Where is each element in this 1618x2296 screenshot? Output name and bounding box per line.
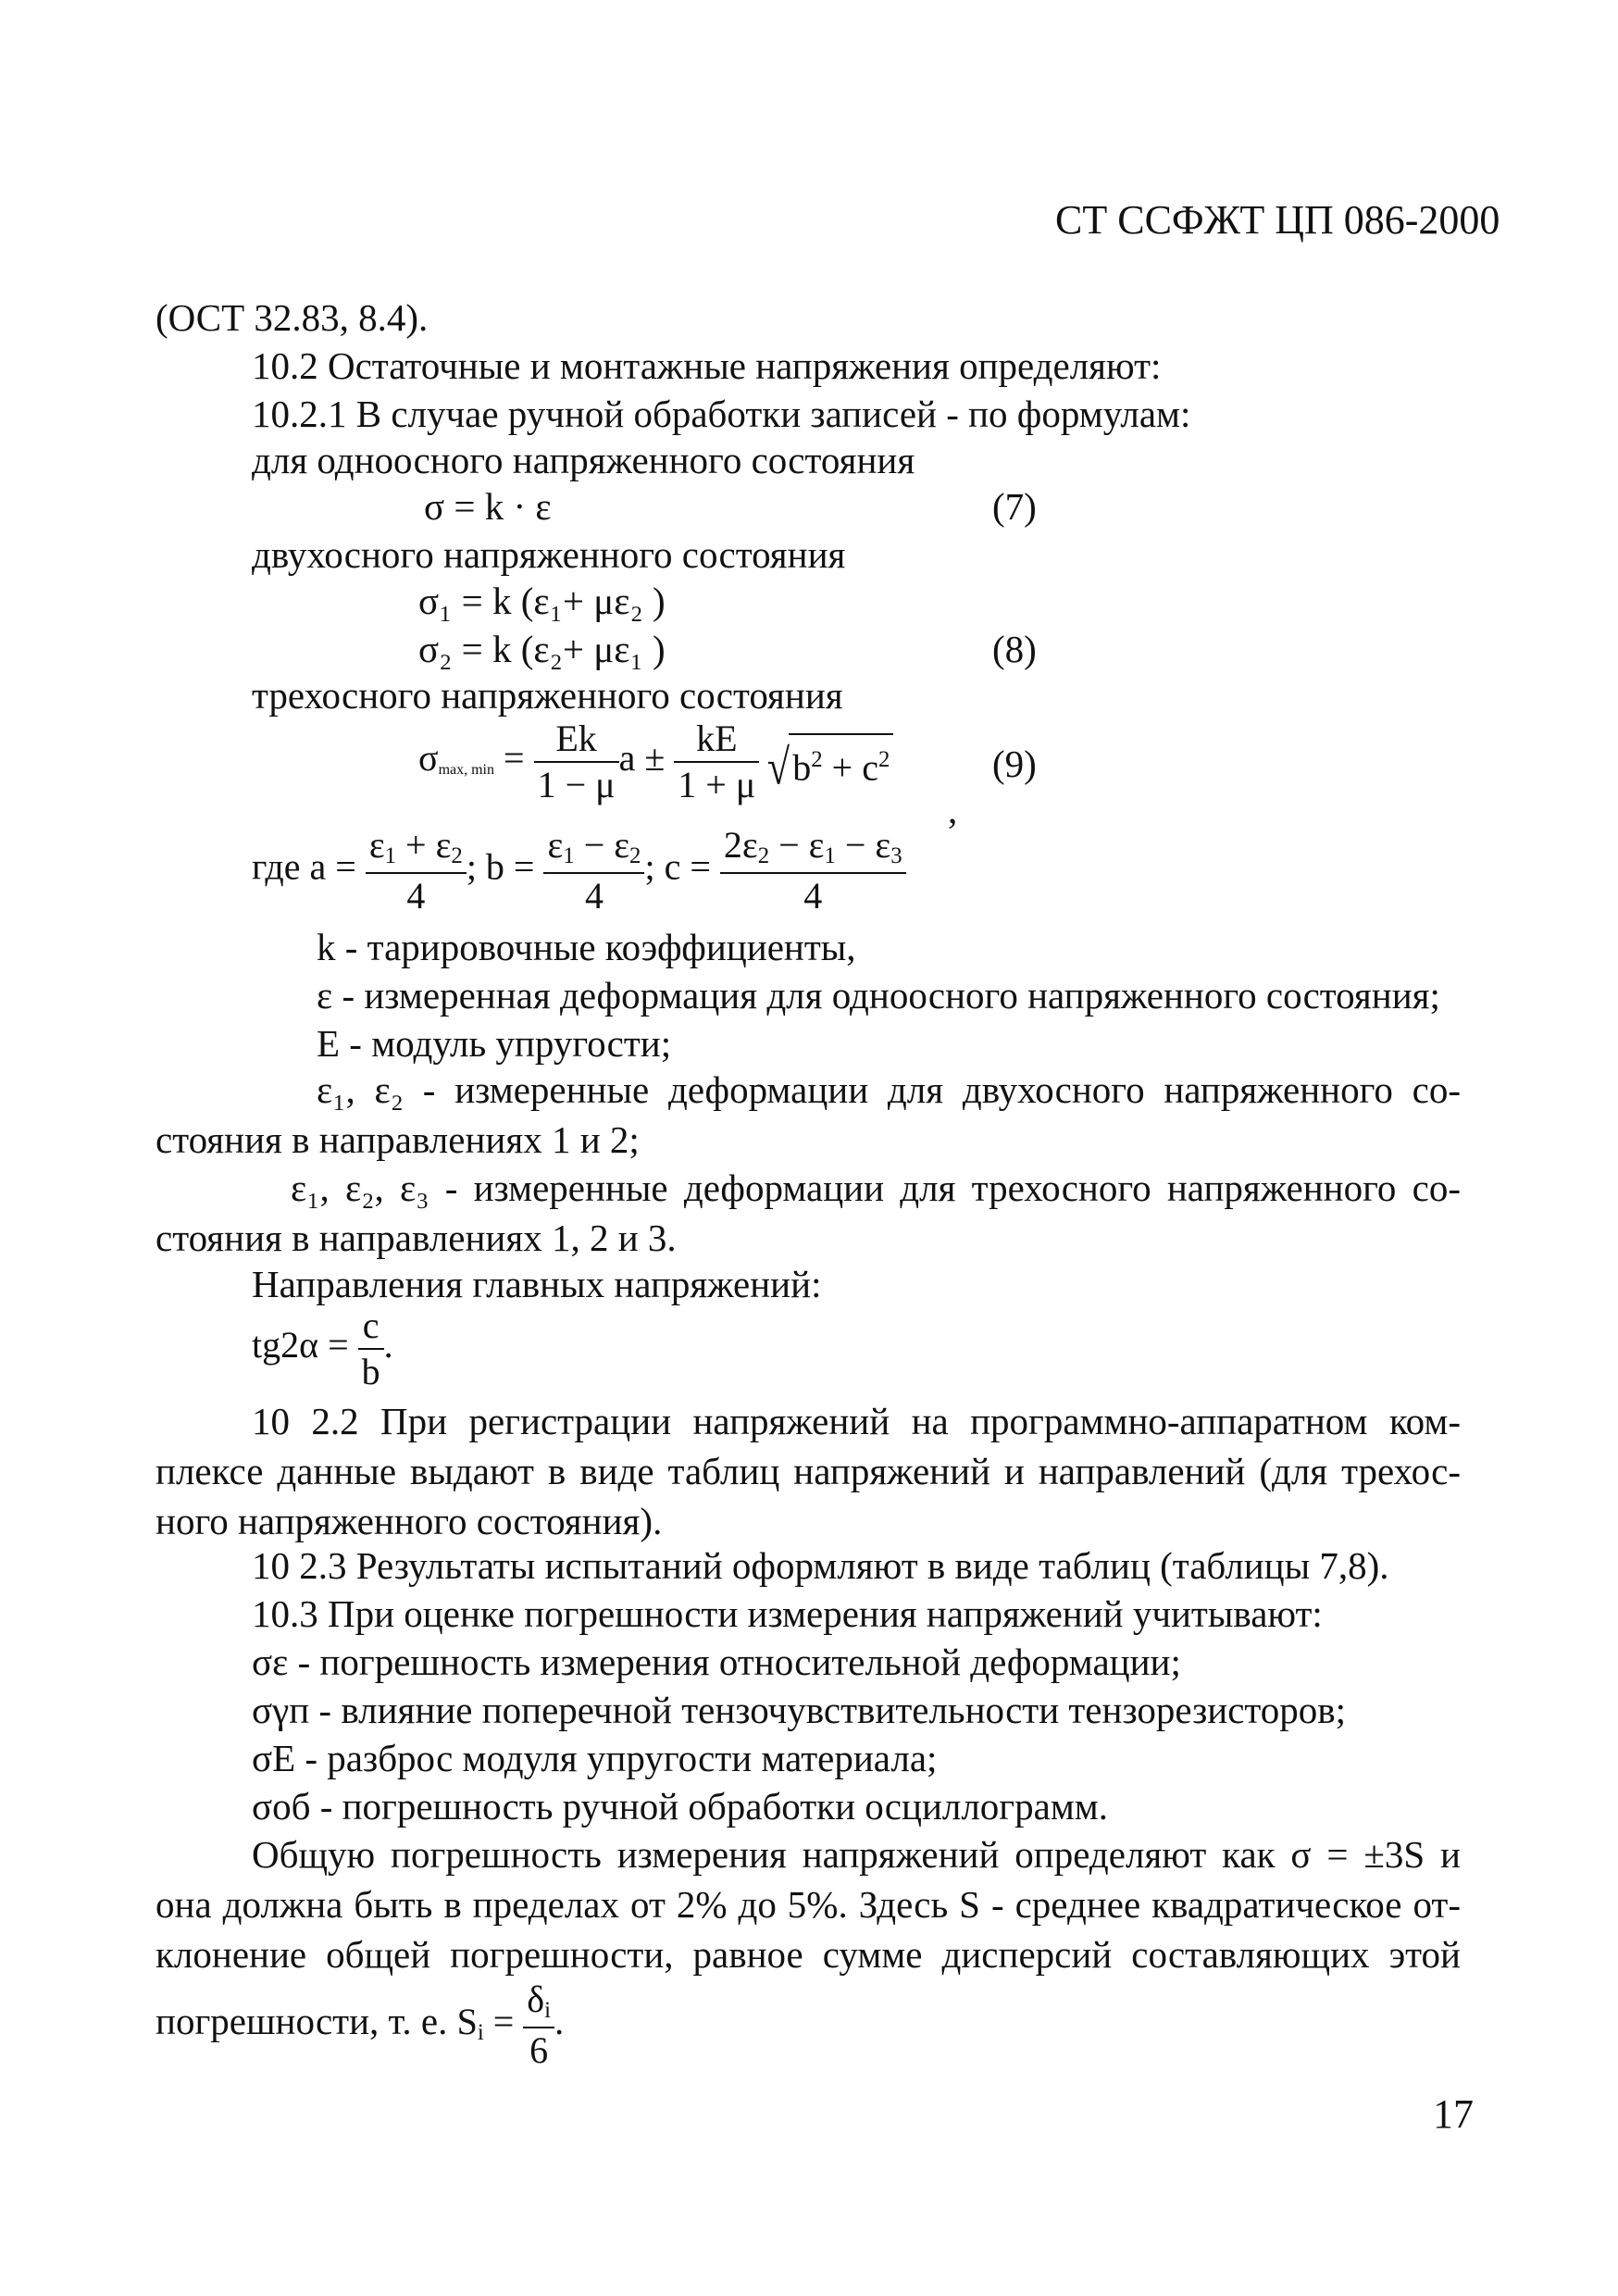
formula-abc: где a = $\frac{\varepsilon_1 + \varepsilon_2}{4}$ ; b = $\frac{\varepsilon_1 - \varepsilon_2}{4}$ ; c = $\frac{2\varepsilon_2 - \varepsilon_1 - \varepsilon_3}{4}$ bbox=[252, 827, 906, 915]
formula-8a: σ₁ = k (ε₁+ με₂ ) bbox=[418, 580, 666, 622]
where-label: где bbox=[252, 845, 301, 888]
total-error-line3: клонение общей погрешности, равное сумме дисперсий составляющих этой bbox=[156, 1933, 1461, 1976]
formula-9-comma: , bbox=[948, 789, 958, 831]
formula-9: $\sigma_{max, min}$ = $\frac{Ek}{1 - \mu}$ a ± $\frac{kE}{1 + \mu}$ $√b^2 + c^2$ bbox=[418, 720, 893, 804]
total-error-line4: погрешности, т. е. $S_i$ = $\frac{\delta_i}{6}$ . bbox=[156, 1978, 565, 2071]
def-eps12 bbox=[156, 1065, 1461, 1165]
page-number: 17 bbox=[1433, 2091, 1474, 2137]
uniaxial-label: для одноосного напряженного состояния bbox=[252, 439, 915, 481]
def-k: k - тарировочные коэффициенты, bbox=[317, 926, 856, 968]
paragraph-10-2-3: 10 2.3 Результаты испытаний оформляют в виде таблиц (таблицы 7,8). bbox=[252, 1544, 1389, 1587]
paragraph-10-2-2 bbox=[156, 1396, 1461, 1546]
fraction-ek: $\frac{Ek}{1 - \mu}$ bbox=[534, 720, 619, 804]
error-component-4: σоб - погрешность ручной обработки осциллограмм. bbox=[252, 1785, 1108, 1828]
def-E: Е - модуль упругости; bbox=[317, 1022, 672, 1065]
triaxial-label: трехосного напряженного состояния bbox=[252, 674, 843, 717]
def-eps123-line1: ε₁, ε₂, ε₃ - измеренные деформации для трехосного напряженного со- bbox=[291, 1167, 1461, 1209]
paragraph-10-2: 10.2 Остаточные и монтажные напряжения определяют: bbox=[252, 344, 1162, 387]
directions-label: Направления главных напряжений: bbox=[252, 1263, 822, 1305]
paragraph-10-2-2-line2: плексе данные выдают в виде таблиц напряжений и направлений (для трехос- bbox=[156, 1450, 1461, 1492]
def-eps123 bbox=[156, 1163, 1461, 1263]
def-eps12-line1: ε₁, ε₂ - измеренные деформации для двухосного напряженного со- bbox=[317, 1068, 1461, 1111]
formula-7-number: (7) bbox=[992, 485, 1037, 528]
paragraph-10-3: 10.3 При оценке погрешности измерения напряжений учитывают: bbox=[252, 1592, 1323, 1635]
error-component-3: σE - разброс модуля упругости материала; bbox=[252, 1737, 938, 1779]
document-code-header: СТ ССФЖТ ЦП 086-2000 bbox=[1055, 197, 1500, 243]
def-epsilon: ε - измеренная деформация для одноосного напряженного состояния; bbox=[317, 974, 1440, 1017]
formula-7: σ = k · ε bbox=[424, 485, 552, 528]
paragraph-10-2-2-line3: ного напряженного состояния). bbox=[156, 1500, 663, 1542]
def-eps123-line2: стояния в направлениях 1, 2 и 3. bbox=[156, 1217, 677, 1259]
biaxial-label: двухосного напряженного состояния bbox=[252, 533, 846, 576]
paragraph-10-2-1: 10.2.1 В случае ручной обработки записей - по формулам: bbox=[252, 393, 1191, 435]
formula-tg: tg2α = $\frac{c}{b}$ . bbox=[252, 1304, 393, 1392]
error-component-2: σγп - влияние поперечной тензочувствительности тензорезисторов; bbox=[252, 1689, 1347, 1731]
formula-9-number: (9) bbox=[992, 742, 1037, 785]
total-error-line2: она должна быть в пределах от 2% до 5%. Здесь S - среднее квадратическое от- bbox=[156, 1883, 1461, 1926]
reference-line: (ОСТ 32.83, 8.4). bbox=[156, 296, 429, 339]
error-component-1: σε - погрешность измерения относительной деформации; bbox=[252, 1641, 1181, 1683]
paragraph-10-2-2-line1: 10 2.2 При регистрации напряжений на программно-аппаратном ком- bbox=[252, 1400, 1461, 1442]
square-root: $√b^2 + c^2$ bbox=[768, 733, 893, 791]
paragraph-total-error bbox=[156, 1829, 1461, 1979]
formula-8b: σ₂ = k (ε₂+ με₁ ) bbox=[418, 628, 666, 670]
total-error-line4-text: погрешности, т. е. bbox=[156, 1999, 448, 2042]
fraction-ke: $\frac{kE}{1 + \mu}$ bbox=[674, 720, 759, 804]
formula-8-number: (8) bbox=[992, 628, 1037, 670]
def-eps12-line2: стояния в направлениях 1 и 2; bbox=[156, 1118, 640, 1161]
total-error-line1: Общую погрешность измерения напряжений определяют как σ = ±3S и bbox=[252, 1833, 1461, 1876]
